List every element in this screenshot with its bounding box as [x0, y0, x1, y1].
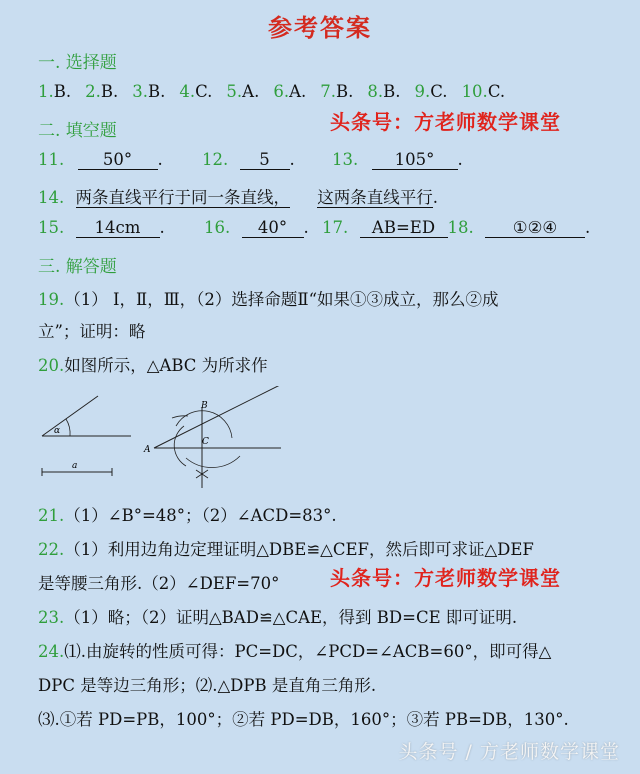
choice-answer: B. — [336, 82, 354, 101]
section-heading-fill: 二. 填空题 — [38, 121, 117, 141]
choice-answers — [38, 82, 519, 101]
answer-21-text: （1）∠B°=48°；（2）∠ACD=83°. — [64, 506, 337, 525]
answer-12: 5 — [240, 150, 290, 170]
question-number: 2. — [85, 82, 101, 101]
answer-23 — [38, 604, 517, 628]
fill-row-11-13: 11. 50° . 12. 5 . 13. 105° . — [38, 150, 463, 169]
question-number: 6. — [273, 82, 290, 101]
footer-watermark: 头条号 / 方老师数学课堂 — [398, 741, 620, 763]
watermark-top: 头条号：方老师数学课堂 — [330, 110, 561, 134]
angle-arc — [66, 419, 70, 436]
answer-24-text: ⑴.由旋转的性质可得：PC=DC，∠PCD=∠ACB=60°，即可得△ — [64, 642, 552, 661]
question-number: 23. — [38, 608, 65, 627]
point-c-label: C — [202, 437, 209, 447]
alpha-label: α — [54, 426, 61, 436]
construction-arc-1 — [174, 426, 186, 466]
answer-18: ①②④ — [485, 218, 585, 238]
question-number: 22. — [38, 540, 65, 559]
question-number: 19. — [38, 290, 65, 309]
question-number: 17. — [322, 218, 349, 237]
question-number: 14. — [38, 188, 65, 207]
choice-item — [462, 82, 506, 101]
answer-19-line1 — [38, 286, 499, 310]
answer-20 — [38, 352, 268, 376]
answer-14-part2: 这两条直线平行 — [317, 188, 433, 207]
question-number: 7. — [320, 82, 337, 101]
answer-24-line3: ⑶.①若 PD=PB，100°；②若 PD=DB，160°；③若 PB=DB，130°. — [38, 710, 569, 729]
choice-answer: C. — [195, 82, 213, 101]
choice-item — [85, 82, 118, 101]
question-number: 24. — [38, 642, 65, 661]
choice-item — [320, 82, 353, 101]
question-number: 3. — [132, 82, 148, 101]
answer-20-text: 如图所示，△ABC 为所求作 — [64, 356, 268, 375]
answer-22-line1 — [38, 536, 534, 560]
construction-arc-2 — [176, 411, 232, 438]
construction-arc-4 — [172, 416, 188, 418]
question-number: 18. — [447, 218, 474, 237]
answer-22-line2: 是等腰三角形.（2）∠DEF=70° — [38, 574, 280, 593]
choice-item — [415, 82, 448, 101]
answer-24-line2: DPC 是等边三角形；⑵.△DPB 是直角三角形. — [38, 676, 377, 695]
answer-13: 105° — [372, 150, 458, 170]
question-number: 21. — [38, 506, 65, 525]
segment-a-label: a — [72, 461, 78, 471]
answer-16: 40° — [242, 218, 304, 238]
answer-23-text: （1）略；（2）证明△BAD≌△CAE，得到 BD=CE 即可证明. — [64, 608, 518, 627]
choice-answer: B. — [53, 82, 72, 101]
question-number: 8. — [367, 82, 384, 101]
section-heading-solve: 三. 解答题 — [38, 257, 117, 277]
answer-19-line2: 立”；证明：略 — [38, 322, 146, 341]
choice-item — [179, 82, 212, 101]
point-b-label: B — [201, 401, 208, 411]
question-number: 9. — [414, 82, 431, 101]
answer-24-line1 — [38, 638, 551, 662]
point-a-label: A — [144, 445, 151, 455]
question-number: 4. — [179, 82, 196, 101]
choice-item — [38, 82, 71, 101]
answer-22-text: （1）利用边角边定理证明△DBE≌△CEF，然后即可求证△DEF — [64, 540, 534, 559]
question-number: 13. — [332, 150, 359, 169]
choice-answer: B. — [383, 82, 401, 101]
choice-answer: B. — [100, 82, 119, 101]
choice-item — [367, 82, 400, 101]
choice-answer: A. — [289, 82, 307, 101]
answer-21 — [38, 502, 337, 526]
watermark-middle: 头条号：方老师数学课堂 — [330, 566, 561, 590]
answer-19-text: （1） Ⅰ，Ⅱ，Ⅲ，（2）选择命题Ⅱ“如果①③成立，那么②成 — [64, 290, 499, 309]
choice-item — [273, 82, 306, 101]
question-number: 16. — [204, 218, 231, 237]
answer-14-part1: 两条直线平行于同一条直线， — [75, 188, 290, 207]
choice-item — [226, 82, 259, 101]
question-number: 11. — [38, 150, 65, 169]
choice-answer: B. — [148, 82, 166, 101]
choice-answer: C. — [487, 82, 506, 101]
page-title: 参考答案 — [268, 13, 372, 42]
choice-answer: A. — [242, 82, 260, 101]
fill-row-15-18: 15. 14cm . 16. 40° . 17. AB=ED 18. ①②④ . — [38, 218, 591, 237]
choice-answer: C. — [430, 82, 448, 101]
question-number: 20. — [38, 356, 65, 375]
fill-row-14: 14. 两条直线平行于同一条直线， 这两条直线平行. — [38, 188, 438, 207]
construction-figure — [36, 386, 286, 492]
answer-17: AB=ED — [360, 218, 448, 238]
question-number: 10. — [461, 82, 488, 101]
choice-item — [132, 82, 165, 101]
answer-11: 50° — [78, 150, 158, 170]
section-heading-choice: 一. 选择题 — [38, 53, 117, 73]
question-number: 1. — [38, 82, 54, 101]
answer-15: 14cm — [76, 218, 160, 238]
question-number: 5. — [226, 82, 243, 101]
question-number: 15. — [38, 218, 65, 237]
question-number: 12. — [202, 150, 229, 169]
construction-arc-3 — [186, 456, 240, 468]
